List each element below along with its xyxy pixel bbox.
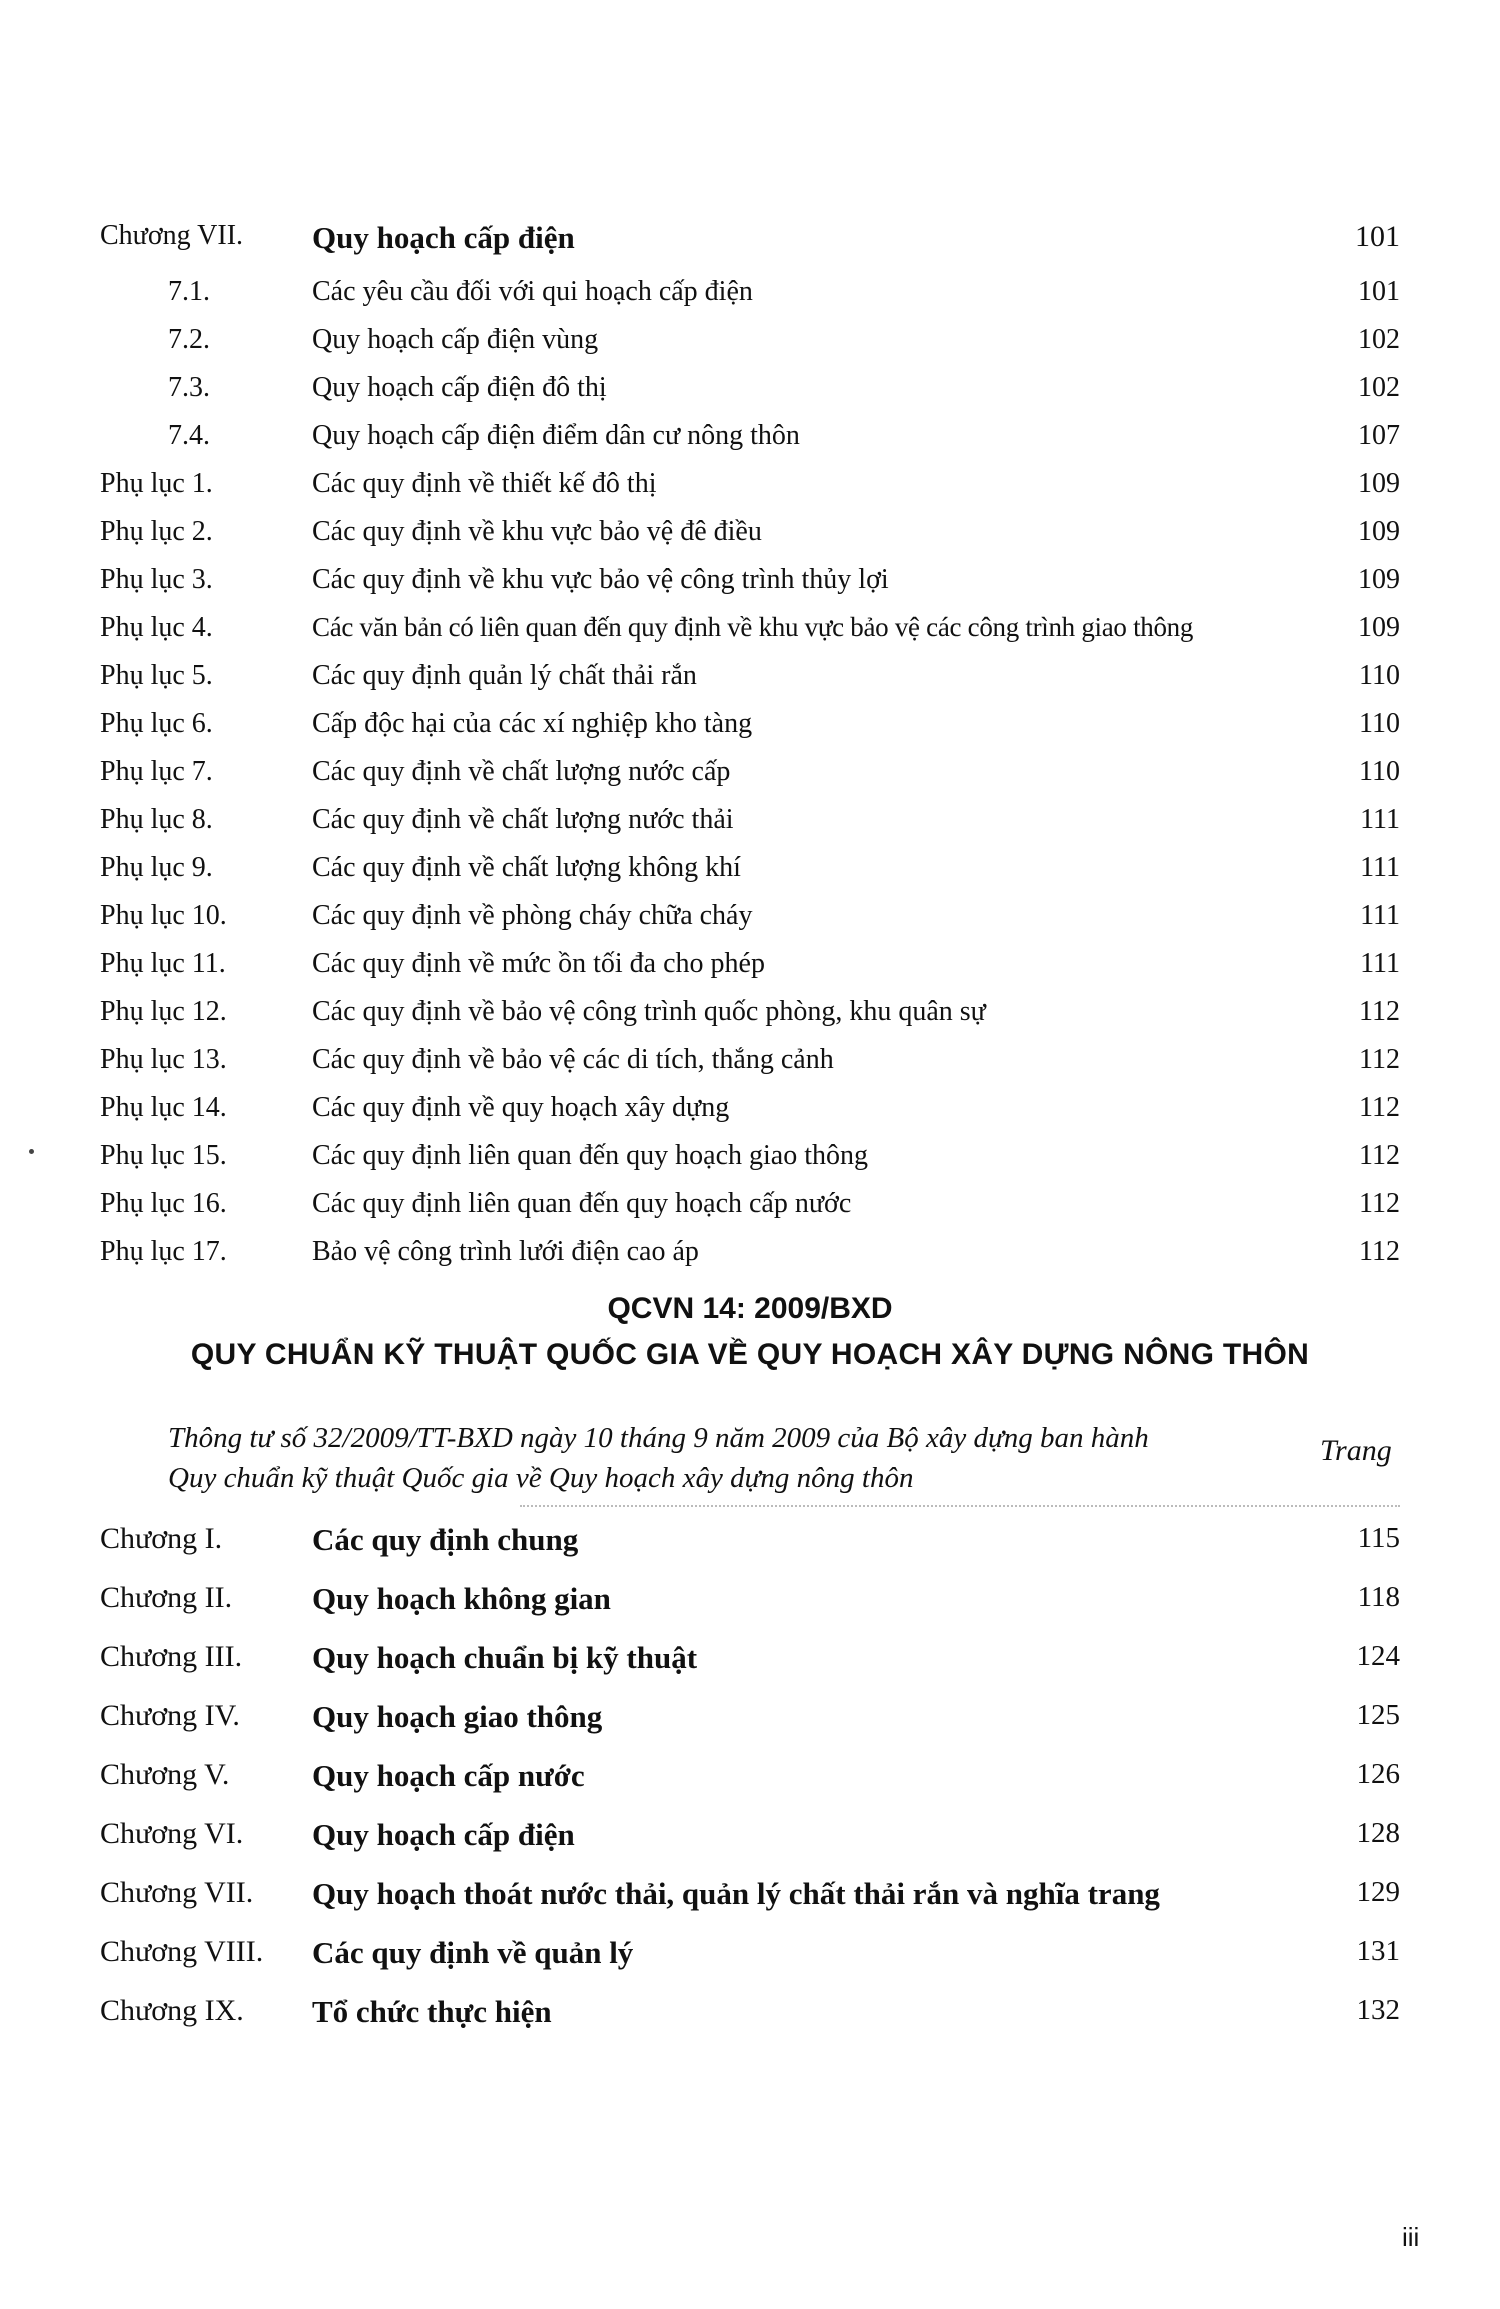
toc-title: Bảo vệ công trình lưới điện cao áp <box>312 1236 699 1267</box>
toc-row <box>100 516 1400 564</box>
toc-row <box>100 276 1400 324</box>
toc-label: 7.1. <box>168 276 210 307</box>
toc-page-number: 107 <box>1358 420 1400 451</box>
toc-page-number: 109 <box>1358 468 1400 499</box>
toc-title: Quy hoạch thoát nước thải, quản lý chất thải rắn và nghĩa trang <box>312 1876 1160 1911</box>
toc-label: Chương VII. <box>100 220 244 251</box>
toc-page-number: 128 <box>1356 1817 1400 1849</box>
toc-page-number: 124 <box>1356 1640 1400 1672</box>
toc-label: Phụ lục 5. <box>100 660 213 691</box>
toc-row <box>100 948 1400 996</box>
toc-label: Chương VIII. <box>100 1935 264 1968</box>
toc-row <box>100 1640 1400 1688</box>
toc-page-number: 118 <box>1357 1581 1400 1613</box>
toc-title: Quy hoạch giao thông <box>312 1699 603 1734</box>
toc-label: Phụ lục 9. <box>100 852 213 883</box>
toc-label: Chương IX. <box>100 1994 244 2027</box>
toc-row <box>100 900 1400 948</box>
toc-label: Phụ lục 11. <box>100 948 226 979</box>
toc-title: Các quy định về khu vực bảo vệ công trình thủy lợi <box>312 564 889 595</box>
toc-title: Các văn bản có liên quan đến quy định về khu vực bảo vệ các công trình giao thông <box>312 612 1194 642</box>
toc-row <box>100 324 1400 372</box>
toc-row <box>100 852 1400 900</box>
toc-row <box>100 996 1400 1044</box>
toc-row <box>100 1522 1400 1570</box>
toc-label: Phụ lục 15. <box>100 1140 227 1171</box>
toc-title: Các quy định về chất lượng nước cấp <box>312 756 731 787</box>
toc-page-number: 102 <box>1358 324 1400 355</box>
toc-page-number: 131 <box>1356 1935 1400 1967</box>
toc-label: 7.2. <box>168 324 210 355</box>
toc-page-number: 109 <box>1358 612 1400 643</box>
intro-text <box>168 1418 1308 1498</box>
toc-page-number: 125 <box>1356 1699 1400 1731</box>
toc-row <box>100 1758 1400 1806</box>
toc-title: Các quy định về phòng cháy chữa cháy <box>312 900 753 931</box>
toc-row <box>100 468 1400 516</box>
intro-line-2: Quy chuẩn kỹ thuật Quốc gia về Quy hoạch xây dựng nông thôn <box>168 1462 914 1494</box>
toc-page-number: 111 <box>1360 804 1400 835</box>
toc-title: Các quy định về chất lượng nước thải <box>312 804 734 835</box>
toc-page-number: 109 <box>1358 516 1400 547</box>
toc-page-number: 109 <box>1358 564 1400 595</box>
toc-row <box>100 1876 1400 1924</box>
toc-label: Phụ lục 6. <box>100 708 213 739</box>
toc-page-number: 112 <box>1359 996 1400 1027</box>
toc-row <box>100 756 1400 804</box>
toc-page-number: 110 <box>1359 708 1400 739</box>
toc-row <box>100 1935 1400 1983</box>
toc-row <box>100 1092 1400 1140</box>
toc-page-number: 110 <box>1359 660 1400 691</box>
toc-label: Phụ lục 16. <box>100 1188 227 1219</box>
toc-row <box>100 1817 1400 1865</box>
toc-label: Phụ lục 2. <box>100 516 213 547</box>
standard-name: QUY CHUẨN KỸ THUẬT QUỐC GIA VỀ QUY HOẠCH XÂY DỰNG NÔNG THÔN <box>190 1338 1310 1371</box>
toc-title: Quy hoạch cấp điện <box>312 1817 575 1852</box>
toc-title: Các quy định về chất lượng không khí <box>312 852 741 883</box>
page-column-header: Trang <box>1320 1434 1392 1467</box>
toc-page-number: 112 <box>1359 1188 1400 1219</box>
toc-title: Quy hoạch cấp điện điểm dân cư nông thôn <box>312 420 800 451</box>
toc-title: Tổ chức thực hiện <box>312 1994 552 2029</box>
toc-label: Phụ lục 8. <box>100 804 213 835</box>
toc-title: Các quy định quản lý chất thải rắn <box>312 660 697 691</box>
toc-title: Các yêu cầu đối với qui hoạch cấp điện <box>312 276 753 307</box>
toc-row <box>100 1699 1400 1747</box>
toc-row <box>100 564 1400 612</box>
scan-speck <box>29 1149 34 1154</box>
toc-label: Phụ lục 4. <box>100 612 213 643</box>
toc-row <box>100 420 1400 468</box>
toc-title: Quy hoạch cấp nước <box>312 1758 585 1793</box>
intro-line-1: Thông tư số 32/2009/TT-BXD ngày 10 tháng 9 năm 2009 của Bộ xây dựng ban hành <box>168 1422 1149 1454</box>
page-folio: iii <box>1402 2222 1420 2252</box>
toc-label: 7.4. <box>168 420 210 451</box>
toc-page-number: 115 <box>1357 1522 1400 1554</box>
toc-label: Phụ lục 10. <box>100 900 227 931</box>
toc-row <box>100 660 1400 708</box>
toc-page-number: 101 <box>1358 276 1400 307</box>
toc-title: Các quy định liên quan đến quy hoạch giao thông <box>312 1140 868 1171</box>
toc-page-number: 129 <box>1356 1876 1400 1908</box>
toc-row <box>100 1044 1400 1092</box>
standard-code: QCVN 14: 2009/BXD <box>607 1292 893 1325</box>
toc-title: Các quy định về thiết kế đô thị <box>312 468 657 499</box>
toc-page-number: 112 <box>1359 1140 1400 1171</box>
toc-label: Phụ lục 12. <box>100 996 227 1027</box>
toc-page-number: 102 <box>1358 372 1400 403</box>
toc-title: Quy hoạch chuẩn bị kỹ thuật <box>312 1640 698 1675</box>
toc-page-number: 111 <box>1360 900 1400 931</box>
toc-page-number: 101 <box>1355 220 1400 253</box>
toc-label: Chương II. <box>100 1581 233 1614</box>
toc-title: Các quy định chung <box>312 1522 579 1557</box>
toc-row <box>100 1140 1400 1188</box>
separator <box>520 1505 1400 1507</box>
toc-row <box>100 612 1400 660</box>
toc-label: Phụ lục 14. <box>100 1092 227 1123</box>
toc-row <box>100 804 1400 852</box>
toc-label: Phụ lục 17. <box>100 1236 227 1267</box>
toc-title: Các quy định về quy hoạch xây dựng <box>312 1092 730 1123</box>
toc-label: Chương IV. <box>100 1699 240 1732</box>
toc-label: 7.3. <box>168 372 210 403</box>
toc-title: Các quy định về khu vực bảo vệ đê điều <box>312 516 762 547</box>
toc-page-number: 111 <box>1360 948 1400 979</box>
toc-label: Chương VII. <box>100 1876 254 1909</box>
toc-title: Các quy định liên quan đến quy hoạch cấp nước <box>312 1188 852 1219</box>
toc-row <box>100 708 1400 756</box>
toc-row <box>100 1994 1400 2042</box>
toc-title: Quy hoạch cấp điện <box>312 220 575 255</box>
toc-page-number: 126 <box>1356 1758 1400 1790</box>
toc-row <box>100 372 1400 420</box>
toc-label: Phụ lục 13. <box>100 1044 227 1075</box>
toc-page-number: 112 <box>1359 1236 1400 1267</box>
toc-label: Phụ lục 1. <box>100 468 213 499</box>
toc-title: Các quy định về quản lý <box>312 1935 634 1970</box>
toc-page-number: 112 <box>1359 1044 1400 1075</box>
toc-title: Quy hoạch cấp điện vùng <box>312 324 599 355</box>
toc-label: Phụ lục 3. <box>100 564 213 595</box>
toc-row <box>100 1188 1400 1236</box>
toc-label: Chương III. <box>100 1640 243 1673</box>
toc-label: Phụ lục 7. <box>100 756 213 787</box>
toc-row <box>100 1236 1400 1284</box>
toc-row <box>100 1581 1400 1629</box>
toc-title: Quy hoạch không gian <box>312 1581 611 1616</box>
toc-page-number: 132 <box>1356 1994 1400 2026</box>
toc-label: Chương V. <box>100 1758 230 1791</box>
toc-title: Các quy định về bảo vệ các di tích, thắng cảnh <box>312 1044 834 1075</box>
toc-row <box>100 220 1400 268</box>
toc-title: Các quy định về mức ồn tối đa cho phép <box>312 948 765 979</box>
toc-title: Quy hoạch cấp điện đô thị <box>312 372 607 403</box>
toc-title: Cấp độc hại của các xí nghiệp kho tàng <box>312 708 753 739</box>
toc-page-number: 110 <box>1359 756 1400 787</box>
toc-page-number: 111 <box>1360 852 1400 883</box>
toc-label: Chương I. <box>100 1522 223 1555</box>
toc-page-number: 112 <box>1359 1092 1400 1123</box>
toc-label: Chương VI. <box>100 1817 244 1850</box>
toc-title: Các quy định về bảo vệ công trình quốc phòng, khu quân sự <box>312 996 986 1027</box>
